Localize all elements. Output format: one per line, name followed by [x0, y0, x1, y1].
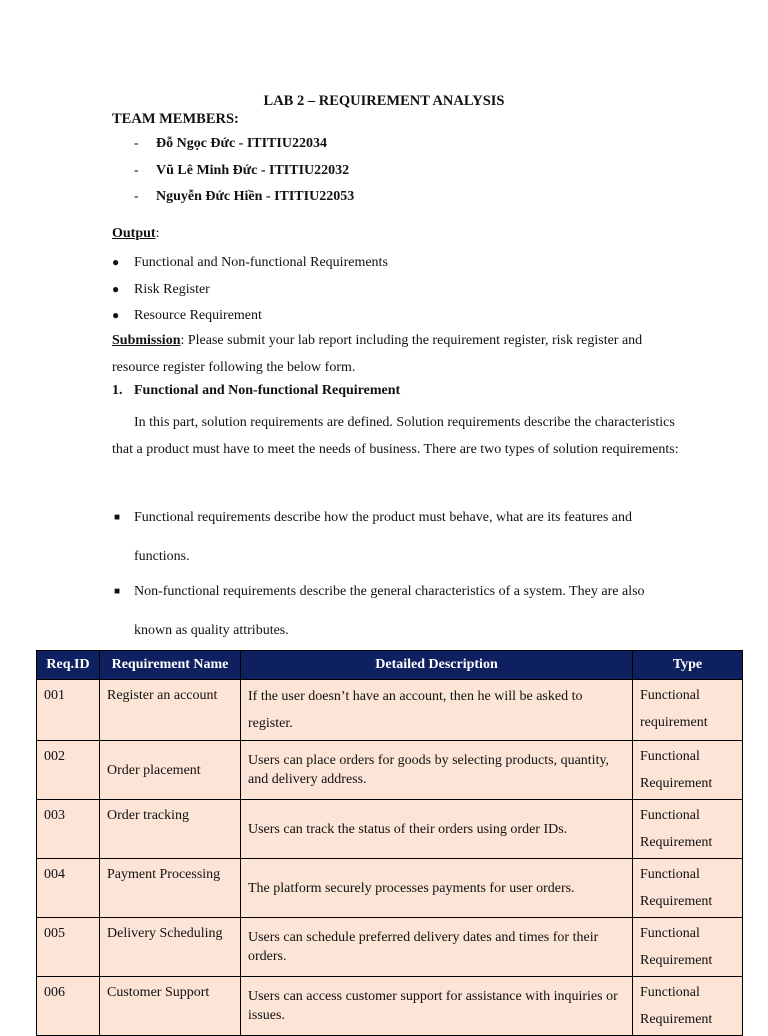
- req-name-cell: Delivery Scheduling: [100, 918, 241, 977]
- req-desc-cell: The platform securely processes payments for user orders.: [241, 859, 633, 918]
- section-heading: 1. Functional and Non-functional Requirement: [112, 383, 401, 398]
- column-header: Requirement Name: [100, 651, 241, 680]
- req-id-cell: 003: [37, 800, 100, 859]
- output-heading: Output:: [112, 226, 160, 241]
- requirement-types-list: [112, 498, 682, 646]
- bullet-icon: ●: [112, 281, 120, 296]
- team-member: - Nguyễn Đức Hiền - ITITIU22053: [134, 184, 354, 211]
- square-bullet-icon: ■: [114, 586, 121, 597]
- list-item: ● Risk Register: [112, 276, 388, 303]
- table-row: [37, 680, 743, 741]
- list-item: ● Resource Requirement: [112, 302, 388, 329]
- req-desc-cell: If the user doesn’t have an account, then he will be asked to register.: [241, 680, 633, 741]
- req-name-cell: Payment Processing: [100, 859, 241, 918]
- column-header: Req.ID: [37, 651, 100, 680]
- req-id-cell: 006: [37, 977, 100, 1036]
- req-id-cell: 004: [37, 859, 100, 918]
- req-desc-cell: Users can place orders for goods by selecting products, quantity, and delivery address.: [241, 741, 633, 800]
- table-row: [37, 977, 743, 1036]
- list-item: ■ Functional requirements describe how the product must behave, what are its features and functions.: [112, 498, 682, 576]
- table-row: [37, 741, 743, 800]
- bullet-icon: ●: [112, 255, 120, 269]
- req-type-cell: Functional Requirement: [633, 977, 743, 1036]
- table-row: [37, 918, 743, 977]
- req-id-cell: 001: [37, 680, 100, 741]
- column-header: Detailed Description: [241, 651, 633, 680]
- req-desc-cell: Users can track the status of their orders using order IDs.: [241, 800, 633, 859]
- bullet-icon: ●: [112, 308, 120, 322]
- team-member: - Vũ Lê Minh Đức - ITITIU22032: [134, 158, 354, 185]
- req-name-cell: Order tracking: [100, 800, 241, 859]
- req-id-cell: 002: [37, 741, 100, 800]
- req-type-cell: Functional Requirement: [633, 918, 743, 977]
- requirements-table: [36, 650, 743, 1036]
- table-row: [37, 859, 743, 918]
- team-member-list: [134, 131, 354, 211]
- req-type-cell: Functional requirement: [633, 680, 743, 741]
- document-title: LAB 2 – REQUIREMENT ANALYSIS: [263, 93, 505, 109]
- req-type-cell: Functional Requirement: [633, 741, 743, 800]
- list-item: ● Functional and Non-functional Requirements: [112, 249, 388, 276]
- list-item: ■ Non-functional requirements describe the general characteristics of a system. They are also known as quality attributes.: [112, 572, 682, 650]
- column-header: Type: [633, 651, 743, 680]
- req-type-cell: Functional Requirement: [633, 800, 743, 859]
- team-heading: TEAM MEMBERS:: [112, 111, 239, 127]
- req-name-cell: Register an account: [100, 680, 241, 741]
- req-name-cell: Customer Support: [100, 977, 241, 1036]
- team-member: - Đỗ Ngọc Đức - ITITIU22034: [134, 131, 354, 158]
- table-header-row: [37, 651, 743, 680]
- req-desc-cell: Users can access customer support for assistance with inquiries or issues.: [241, 977, 633, 1036]
- req-id-cell: 005: [37, 918, 100, 977]
- dash-bullet-icon: -: [134, 162, 139, 178]
- dash-bullet-icon: -: [134, 136, 139, 151]
- req-name-cell: Order placement: [100, 741, 241, 800]
- table-row: [37, 800, 743, 859]
- submission-paragraph: Submission: Please submit your lab report including the requirement register, risk register and resource register following the below form.: [112, 333, 643, 375]
- req-desc-cell: Users can schedule preferred delivery dates and times for their orders.: [241, 918, 633, 977]
- dash-bullet-icon: -: [134, 189, 139, 204]
- square-bullet-icon: ■: [114, 512, 121, 523]
- req-type-cell: Functional Requirement: [633, 859, 743, 918]
- intro-paragraph: In this part, solution requirements are defined. Solution requirements describe the characteristics that a product must have to meet the needs of business. There are two types of solution requirements:: [112, 415, 679, 457]
- output-list: [112, 249, 388, 329]
